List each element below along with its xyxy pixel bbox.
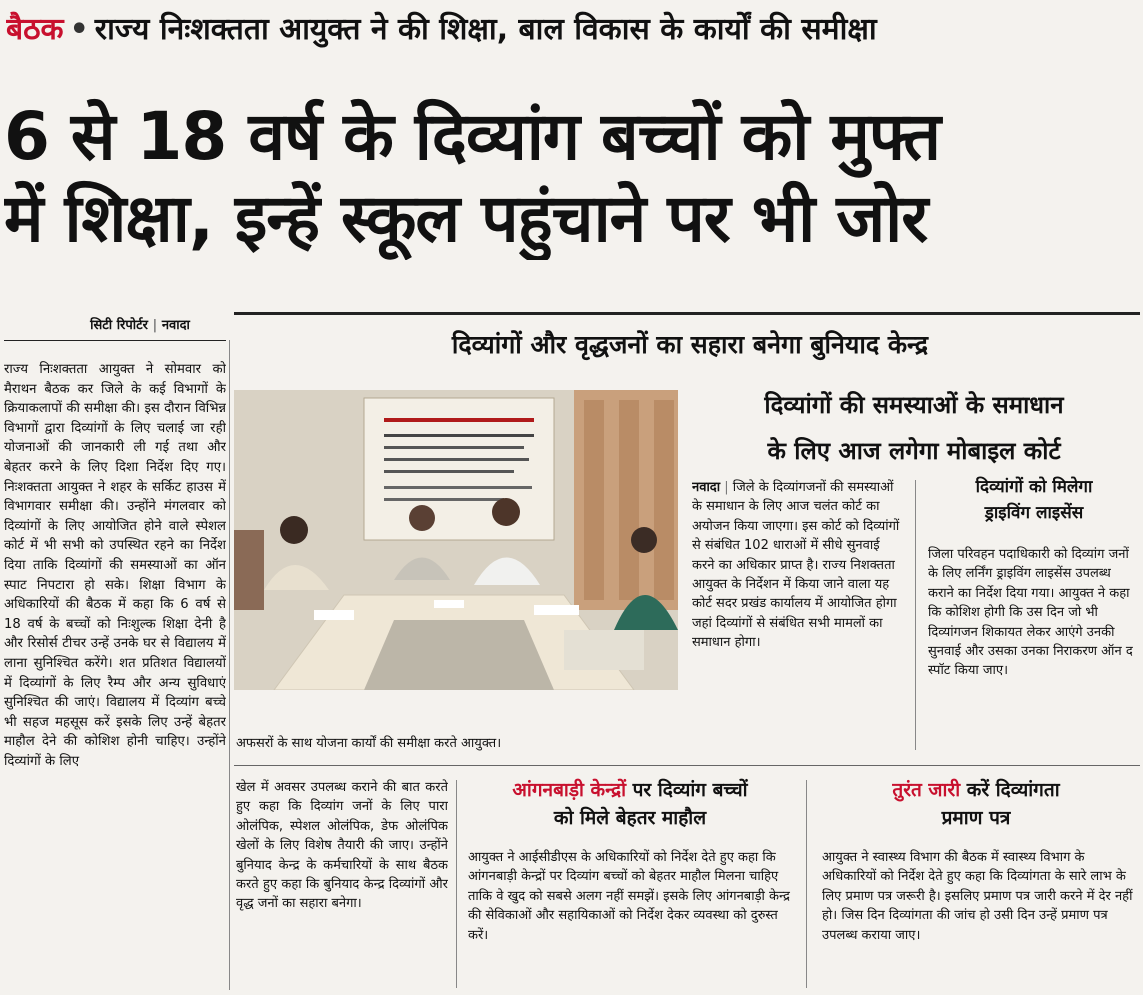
anganbadi-body: आयुक्त ने आईसीडीएस के अधिकारियों को निर्देश देते हुए कहा कि आंगनबाड़ी केन्द्रों पर दिव्यांग बच्चों को बेहतर माहौल मिलना चाहिए ताकि वे खुद को सबसे अलग नहीं समझें। इसके लिए आंगनबाड़ी केन्द्र की सेविकाओं और सहायिकाओं को निर्देश देकर व्यवस्था को दुरुस्त करें। [468, 850, 790, 943]
left-column-body: राज्य निःशक्तता आयुक्त ने सोमवार को मैराथन बैठक कर जिले के कई विभागों के क्रियाकलापों की समीक्षा की। इस दौरान विभिन्न विभागों द्वारा दिव्यांगों के लिए चलाई जा रही योजनाओं की जानकारी ली गई तथा और बेहतर करने के लिए दिशा निर्देश दिए गए। निःशक्तता आयुक्त ने शहर के सर्किट हाउस में विभागवार समीक्षा की। उन्होंने मंगलवार को दिव्यांगों के लिए आयोजित होने वाले स्पेशल कोर्ट में भी सभी को उपस्थित रहने का निर्देश दिया ताकि दिव्यांगों की समस्याओं का ऑन स्पाट निपटारा हो सके। शिक्षा विभाग के अधिकारियों की बैठक में कहा कि 6 वर्ष से 18 वर्ष के बच्चों को निःशुल्क शिक्षा देनी है और रिसोर्स टीचर उन्हें उनके घर से विद्यालय में लाना सुनिश्चित करेंगे। शत प्रतिशत विद्यालयों में दिव्यांगों के लिए रैम्प और अन्य सुविधाएं सुनिश्चित की जाएं। विद्यालय में दिव्यांग बच्चे भी सहज महसूस करें इसके लिए उन्हें बेहतर माहौल देने की कोशिश होनी चाहिए। उन्होंने दिव्यांगों के लिए [4, 362, 226, 769]
bullet-icon: • [69, 12, 89, 47]
driving-license-title [928, 474, 1140, 538]
kicker-line [6, 6, 1141, 54]
certificate-title [816, 776, 1136, 836]
driving-license-title-line-2: ड्राइविंग लाइसेंस [984, 503, 1084, 523]
anganbadi-title-rest: पर दिव्यांग बच्चों [632, 779, 748, 801]
certificate-title-rest: करें दिव्यांगता [966, 779, 1060, 801]
column-divider [915, 480, 916, 750]
mobile-court-title-line-2: के लिए आज लगेगा मोबाइल कोर्ट [767, 437, 1061, 465]
sub-headline: दिव्यांगों और वृद्धजनों का सहारा बनेगा बुनियाद केन्द्र [451, 330, 929, 359]
anganbadi-title-line-2: को मिले बेहतर माहौल [553, 807, 707, 829]
kicker-text: राज्य निःशक्तता आयुक्त ने की शिक्षा, बाल विकास के कार्यों की समीक्षा [94, 12, 877, 47]
meeting-photo [234, 390, 678, 690]
byline-reporter: सिटी रिपोर्टर [90, 318, 148, 333]
mobile-court-body [692, 478, 906, 748]
certificate-title-highlight: तुरंत जारी [892, 779, 961, 801]
column-divider [806, 780, 807, 988]
mobile-court-title [690, 382, 1138, 478]
anganbadi-title [462, 776, 798, 836]
sports-paragraph: खेल में अवसर उपलब्ध कराने की बात करते हुए कहा कि दिव्यांग जनों के लिए पारा ओलंपिक, स्पेशल ओलंपिक, डेफ ओलंपिक खेलों के लिए विशेष तैयारी की जाए। उन्होंने बुनियाद केन्द्र के कर्मचारियों के साथ बैठक करते हुए कहा कि बुनियाद केन्द्र दिव्यांगों और वृद्ध जनों का सहारा बनेगा। [236, 780, 448, 912]
byline-separator: | [152, 318, 158, 333]
section-rule [234, 312, 1140, 315]
main-headline [4, 96, 1142, 260]
driving-license-title-line-1: दिव्यांगों को मिलेगा [975, 477, 1093, 497]
byline-rule [4, 340, 226, 341]
certificate-title-line-2: प्रमाण पत्र [941, 807, 1011, 829]
meeting-photo-illustration [234, 390, 678, 690]
column-divider [229, 340, 230, 990]
anganbadi-title-highlight: आंगनबाड़ी केन्द्रों [512, 779, 627, 801]
driving-license-body: जिला परिवहन पदाधिकारी को दिव्यांग जनों के लिए लर्निंग ड्राइविंग लाइसेंस उपलब्ध कराने का निर्देश दिया गया। आयुक्त ने कहा कि कोशिश होगी कि उस दिन जो भी दिव्यांगजन शिकायत लेकर आएंगे उनकी सुनवाई और उसका उनका निराकरण ऑन द स्पॉट किया जाए। [928, 547, 1133, 679]
certificate-body: आयुक्त ने स्वास्थ्य विभाग की बैठक में स्वास्थ्य विभाग के अधिकारियों को निर्देश देते हुए कहा कि दिव्यांगता के सारे लाभ के लिए प्रमाण पत्र जरूरी है। इसलिए प्रमाण पत्र जारी करने में देर नहीं हो। जिस दिन दिव्यांगता की जांच हो उसी दिन उन्हें प्रमाण पत्र उपलब्ध कराया जाए। [822, 850, 1133, 943]
mobile-court-text: जिले के दिव्यांगजनों की समस्याओं के समाधान के लिए आज चलंत कोर्ट का अयोजन किया जाएगा। इस कोर्ट को दिव्यांगों से संबंधित 102 धाराओं में सीधे सुनवाई करने का अधिकार प्राप्त है। राज्य निशक्तता आयुक्त के निर्देशन में किया जाने वाला यह कोर्ट सदर प्रखंड कार्यालय में आयोजित होगा जहां दिव्यांगों से संबंधित सभी मामलों का समाधान होगा। [692, 480, 900, 651]
byline-place: नवादा [161, 318, 190, 333]
column-divider [456, 780, 457, 988]
photo-caption: अफसरों के साथ योजना कार्यों की समीक्षा करते आयुक्त। [236, 736, 502, 751]
headline-line-2: में शिक्षा, इन्हें स्कूल पहुंचाने पर भी जोर [4, 180, 928, 257]
mobile-court-title-line-1: दिव्यांगों की समस्याओं के समाधान [764, 391, 1064, 419]
headline-line-1: 6 से 18 वर्ष के दिव्यांग बच्चों को मुफ्त [4, 98, 940, 175]
kicker-tag: बैठक [6, 12, 64, 47]
dateline-separator: | [724, 480, 733, 495]
byline [40, 316, 240, 336]
mobile-court-place: नवादा [692, 480, 721, 495]
middle-rule [234, 765, 1140, 766]
